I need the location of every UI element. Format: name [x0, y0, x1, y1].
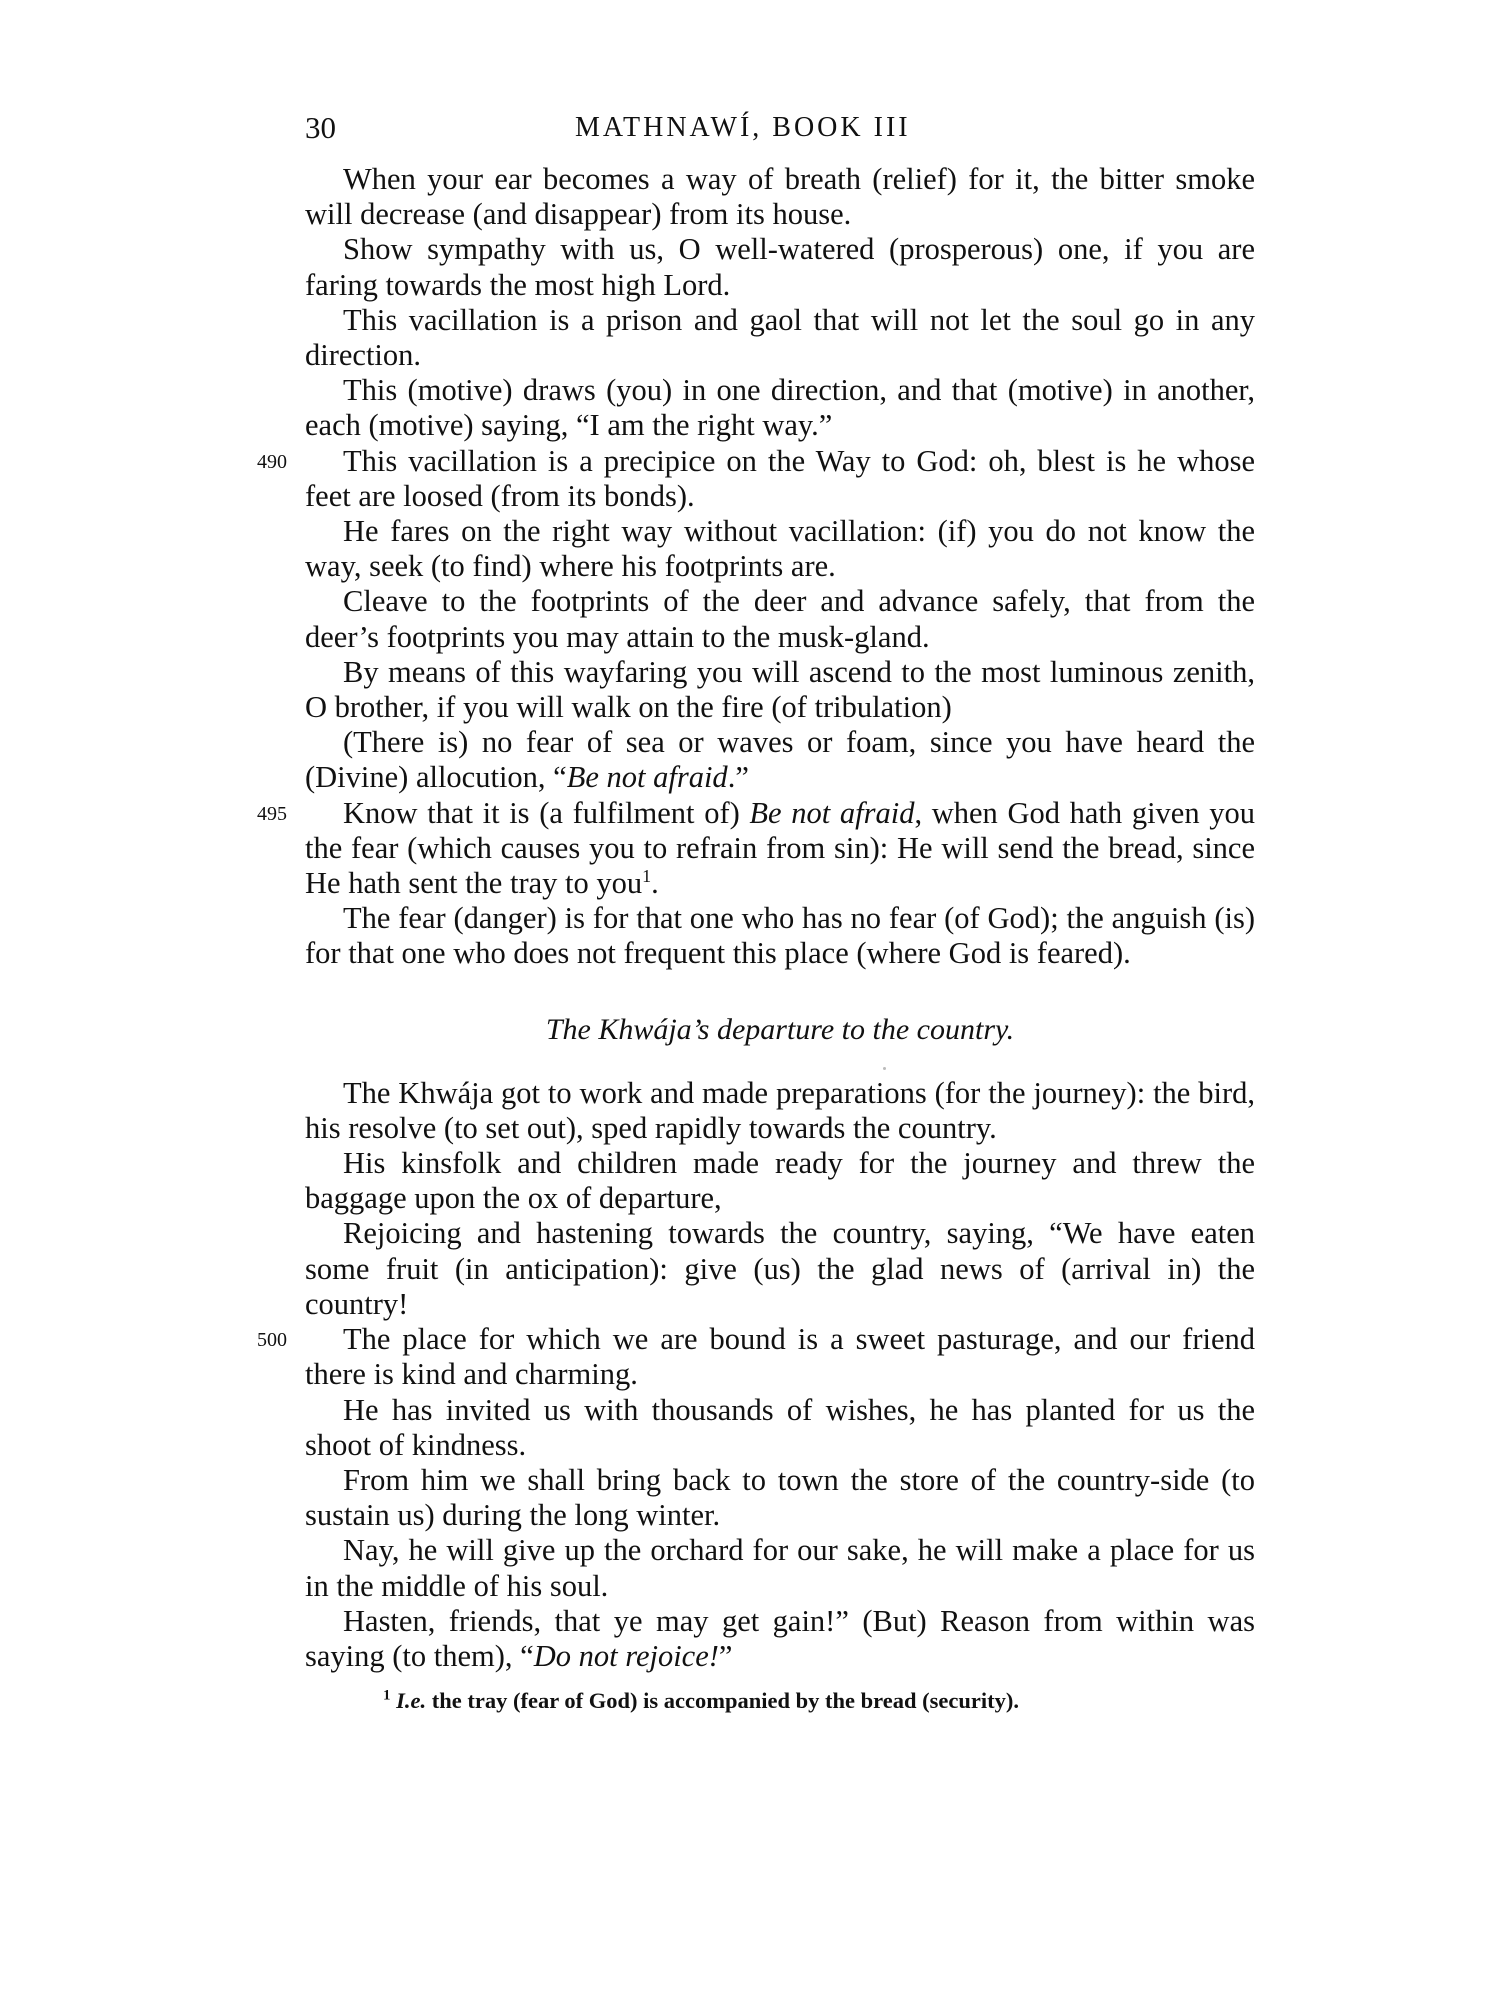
verse-paragraph-hasten — [305, 1604, 1255, 1674]
italic-quote: Do not rejoice! — [533, 1638, 719, 1673]
verse-paragraph — [305, 373, 1255, 443]
verse-text-continued: , when God hath given you the fear (which causes you to refrain from sin): He will send the bread, since He hath sent the tray to you — [305, 795, 1255, 901]
verse-text-end: .” — [727, 760, 749, 795]
verse-paragraph-danger: The fear (danger) is for that one who has no fear (of God); the anguish (is) for that one who does not frequent this place (where God is feared). — [305, 901, 1255, 971]
verse-paragraph — [305, 514, 1255, 584]
verse-paragraph — [305, 303, 1255, 373]
verse-paragraph — [305, 232, 1255, 302]
verse-text: His kinsfolk and children made ready for the journey and threw the baggage upon the ox of departure, — [305, 1146, 1255, 1216]
verse-text: Know that it is (a fulfilment of) — [343, 795, 750, 830]
page-number: 30 — [305, 110, 336, 145]
verse-text: The place for which we are bound is a sweet pasturage, and our friend there is kind and charming. — [305, 1322, 1255, 1392]
verse-number: 490 — [257, 450, 287, 473]
verse-number: 500 — [257, 1329, 287, 1352]
footnote-mark: 1 — [383, 1687, 391, 1704]
footnote-text: the tray (fear of God) is accompanied by the bread (security). — [426, 1688, 1019, 1714]
verse-paragraph — [305, 1393, 1255, 1463]
main-text — [257, 162, 1255, 1716]
footnote — [305, 1686, 1255, 1716]
verse-text: (There is) no fear of sea or waves or foam, since you have heard the (Divine) allocution, “ — [305, 725, 1255, 795]
running-title: MATHNAWÍ, BOOK III — [575, 112, 911, 143]
verse-text: He has invited us with thousands of wishes, he has planted for us the shoot of kindness. — [305, 1392, 1255, 1462]
verse-text: He fares on the right way without vacillation: (if) you do not know the way, seek (to find) where his footprints are. — [305, 514, 1255, 584]
paper-speck — [883, 1067, 886, 1070]
verse-paragraph — [305, 584, 1255, 654]
verse-text: This vacillation is a precipice on the Way to God: oh, blest is he whose feet are loosed (from its bonds). — [305, 443, 1255, 513]
verse-text: This vacillation is a prison and gaol that will not let the soul go in any direction. — [305, 302, 1255, 373]
verse-paragraph — [305, 1463, 1255, 1533]
verse-paragraph — [305, 1076, 1255, 1146]
verse-text: Hasten, friends, that ye may get gain!” (But) Reason from within was saying (to them), “ — [305, 1603, 1255, 1673]
italic-quote: Be not afraid — [566, 760, 728, 795]
verse-text: The Khwája got to work and made preparations (for the journey): the bird, his resolve (to set out), sped rapidly towards the country. — [305, 1075, 1255, 1145]
verse-text: By means of this wayfaring you will ascend to the most luminous zenith, O brother, if you will walk on the fire (of tribulation) — [305, 654, 1255, 725]
verse-paragraph — [305, 655, 1255, 725]
verse-paragraph — [305, 1146, 1255, 1216]
italic-quote: Be not afraid — [749, 795, 915, 830]
verse-text: Nay, he will give up the orchard for our sake, he will make a place for us in the middle of his soul. — [305, 1533, 1255, 1603]
verse-paragraph — [305, 1533, 1255, 1603]
verse-text: From him we shall bring back to town the store of the country-side (to sustain us) during the long winter. — [305, 1462, 1255, 1533]
verse-text-end: ” — [718, 1638, 733, 1673]
verse-text: Rejoicing and hastening towards the country, saying, “We have eaten some fruit (in anticipation): give (us) the glad news of (arrival in) the country! — [305, 1216, 1255, 1321]
page-header — [305, 105, 1255, 151]
verse-text: Cleave to the footprints of the deer and advance safely, that from the deer’s footprints you may attain to the musk-gland. — [305, 584, 1255, 654]
verse-paragraph-495 — [257, 795, 1255, 902]
verse-text: When your ear becomes a way of breath (relief) for it, the bitter smoke will decrease (and disappear) from its house. — [305, 162, 1255, 232]
verse-text-end: . — [651, 866, 659, 901]
verse-paragraph-fear — [305, 725, 1255, 795]
verse-text: This (motive) draws (you) in one direction, and that (motive) in another, each (motive) saying, “I am the right way.” — [305, 373, 1255, 443]
verse-group-before-heading — [257, 162, 1255, 725]
footnote-ref[interactable]: 1 — [642, 865, 652, 886]
verse-paragraph — [305, 162, 1255, 232]
section-heading: The Khwája’s departure to the country. — [545, 1012, 1015, 1046]
verse-group-after-heading — [257, 1075, 1255, 1604]
verse-paragraph — [257, 443, 1255, 514]
verse-paragraph — [257, 1322, 1255, 1392]
verse-number: 495 — [257, 802, 287, 825]
footnote-abbrev: I.e. — [396, 1688, 427, 1714]
verse-paragraph — [305, 1216, 1255, 1322]
verse-text: Show sympathy with us, O well-watered (prosperous) one, if you are faring towards the most high Lord. — [305, 232, 1255, 302]
